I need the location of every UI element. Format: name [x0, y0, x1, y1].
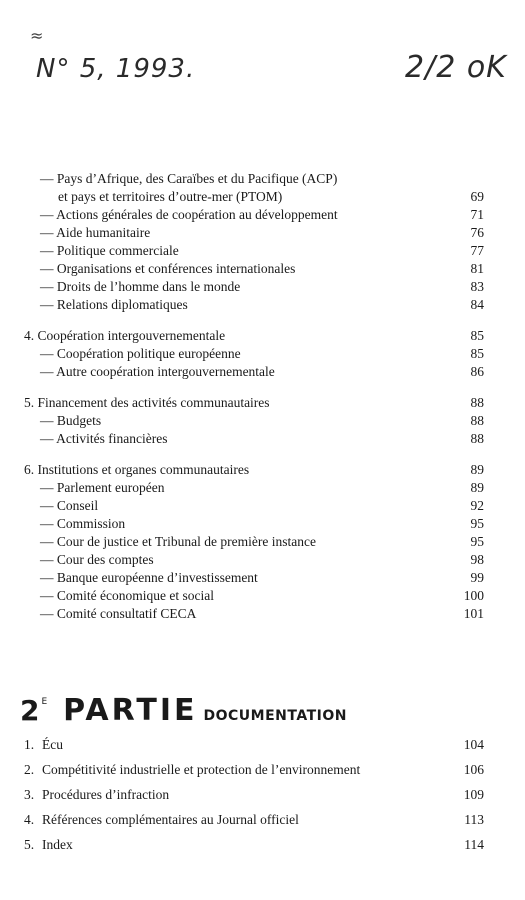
toc-entry-page: 85: [470, 328, 484, 343]
toc-entry: [24, 479, 484, 497]
toc-entry: [24, 170, 484, 188]
documentation-entry: [24, 761, 484, 786]
toc-entry-title: — Comité économique et social: [40, 588, 214, 603]
toc-entry: [24, 327, 484, 345]
handwritten-issue-number: N° 5, 1993.: [36, 54, 196, 84]
documentation-entry-page: 113: [464, 812, 484, 827]
toc-entry-page: 89: [470, 480, 484, 495]
toc-entry: [24, 278, 484, 296]
documentation-entry-page: 109: [463, 787, 484, 802]
handwritten-check-note: 2/2 oK: [405, 50, 507, 85]
toc-entry-page: 100: [463, 588, 484, 603]
toc-entry: [24, 394, 484, 412]
toc-entry: [24, 363, 484, 381]
documentation-entry: [24, 786, 484, 811]
toc-entry-title: — Conseil: [40, 498, 99, 513]
toc-entry-title: — Commission: [40, 516, 126, 531]
toc-entry: [24, 345, 484, 363]
toc-entry-page: 92: [470, 498, 484, 513]
toc-entry: [24, 412, 484, 430]
toc-entry: [24, 605, 484, 623]
toc-entry-title: — Cour des comptes: [40, 552, 154, 567]
section-gap: [24, 381, 484, 394]
toc-entry-title: — Comité consultatif CECA: [40, 606, 197, 621]
documentation-entry-title: Références complémentaires au Journal officiel: [42, 812, 299, 827]
toc-entry-title: — Cour de justice et Tribunal de première instance: [40, 534, 316, 549]
toc-entry-page: 99: [470, 570, 484, 585]
toc-entry-page: 77: [470, 243, 484, 258]
toc-entry: [24, 260, 484, 278]
toc-entry-page: 86: [470, 364, 484, 379]
toc-entry-title: — Autre coopération intergouvernementale: [40, 364, 275, 379]
toc-entry-title: — Aide humanitaire: [40, 225, 151, 240]
part2-number: 2: [20, 694, 40, 727]
toc-entry: [24, 551, 484, 569]
toc-entry-title: — Budgets: [40, 413, 102, 428]
toc-entry: [24, 206, 484, 224]
toc-entry: [24, 461, 484, 479]
documentation-entry-title: Écu: [42, 737, 63, 752]
documentation-entry-index: 4.: [24, 812, 35, 827]
part2-word: PARTIE: [63, 693, 198, 728]
toc-entry-title: — Activités financières: [40, 431, 168, 446]
documentation-entry-index: 3.: [24, 787, 35, 802]
documentation-entry: [24, 736, 484, 761]
toc-entry: [24, 224, 484, 242]
toc-entry-title: — Coopération politique européenne: [40, 346, 241, 361]
table-of-contents-part1: [24, 170, 484, 623]
documentation-entry-title: Procédures d’infraction: [42, 787, 170, 802]
toc-entry: [24, 515, 484, 533]
toc-entry: [24, 497, 484, 515]
toc-entry: [24, 188, 484, 206]
toc-entry-page: 85: [470, 346, 484, 361]
toc-entry-title: et pays et territoires d’outre-mer (PTOM): [58, 189, 283, 204]
toc-entry-title: — Pays d’Afrique, des Caraïbes et du Pacifique (ACP): [40, 171, 338, 186]
toc-entry-title: — Droits de l’homme dans le monde: [40, 279, 241, 294]
toc-entry: [24, 569, 484, 587]
toc-entry-page: 84: [470, 297, 484, 312]
documentation-entry-title: Compétitivité industrielle et protection de l’environnement: [42, 762, 361, 777]
section-gap: [24, 314, 484, 327]
section-gap: [24, 448, 484, 461]
documentation-entry: [24, 836, 484, 861]
part2-subtitle: DOCUMENTATION: [203, 708, 347, 724]
toc-entry-title: 5. Financement des activités communautaires: [24, 395, 270, 410]
table-of-contents-part2: [24, 736, 484, 861]
toc-entry: [24, 242, 484, 260]
documentation-entry: [24, 811, 484, 836]
toc-entry: [24, 430, 484, 448]
toc-entry-page: 88: [470, 431, 484, 446]
documentation-entry-page: 104: [463, 737, 484, 752]
toc-entry-title: — Parlement européen: [40, 480, 165, 495]
toc-entry-page: 88: [470, 395, 484, 410]
toc-entry-page: 83: [470, 279, 484, 294]
documentation-entry-page: 106: [463, 762, 484, 777]
toc-entry-page: 101: [463, 606, 484, 621]
toc-entry: [24, 587, 484, 605]
part2-superscript: E: [41, 697, 48, 707]
toc-entry-page: 89: [470, 462, 484, 477]
handwritten-mark: ≈: [30, 26, 45, 45]
part2-heading: [20, 693, 347, 728]
toc-entry-title: 6. Institutions et organes communautaires: [24, 462, 250, 477]
toc-entry-title: — Organisations et conférences internationales: [40, 261, 296, 276]
toc-entry-page: 69: [470, 189, 484, 204]
toc-entry-page: 81: [470, 261, 484, 276]
documentation-entry-title: Index: [42, 837, 73, 852]
toc-entry-page: 88: [470, 413, 484, 428]
toc-entry-title: — Banque européenne d’investissement: [40, 570, 258, 585]
toc-entry-title: — Relations diplomatiques: [40, 297, 188, 312]
toc-entry: [24, 296, 484, 314]
toc-entry-page: 76: [470, 225, 484, 240]
toc-entry-title: 4. Coopération intergouvernementale: [24, 328, 226, 343]
toc-entry-page: 71: [470, 207, 484, 222]
toc-entry: [24, 533, 484, 551]
documentation-entry-index: 1.: [24, 737, 35, 752]
documentation-entry-index: 2.: [24, 762, 35, 777]
toc-entry-page: 98: [470, 552, 484, 567]
toc-entry-page: 95: [470, 534, 484, 549]
toc-entry-title: — Actions générales de coopération au développement: [40, 207, 338, 222]
documentation-entry-page: 114: [464, 837, 484, 852]
documentation-entry-index: 5.: [24, 837, 35, 852]
toc-entry-title: — Politique commerciale: [40, 243, 179, 258]
toc-entry-page: 95: [470, 516, 484, 531]
